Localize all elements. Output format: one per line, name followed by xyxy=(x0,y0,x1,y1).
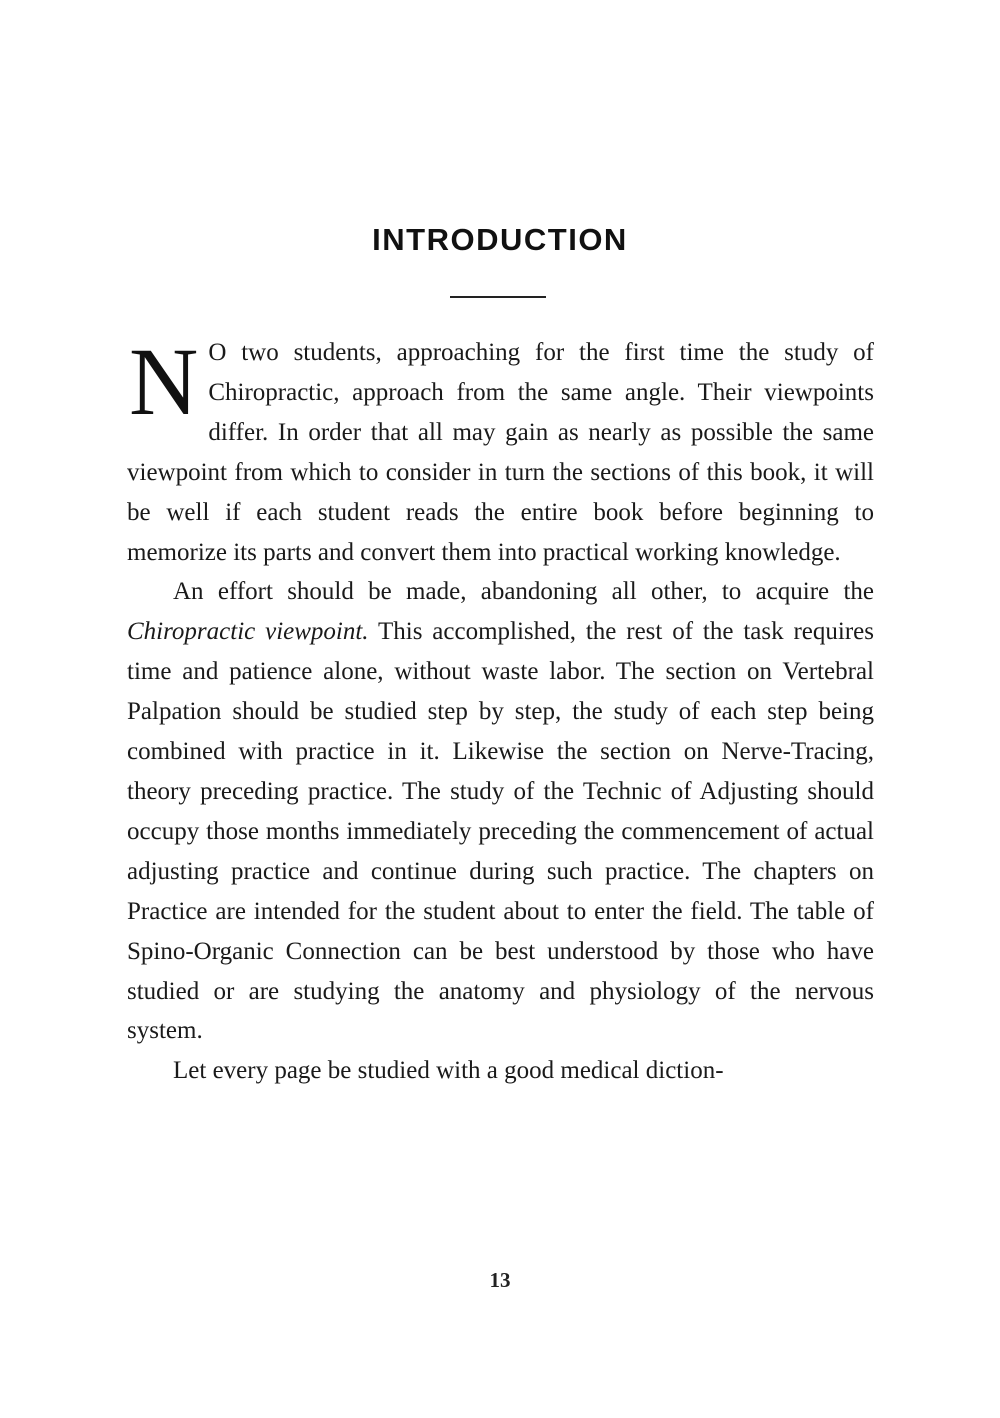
paragraph-1 xyxy=(127,328,874,572)
paragraph-2 xyxy=(127,572,874,1051)
paragraph-2-text-before: An effort should be made, abandoning all other, to acquire the xyxy=(173,578,874,606)
paragraph-2-text-after: This accomplished, the rest of the task requires time and patience alone, without waste labor. The section on Vertebral Palpation should be studied step by step, the study of each step being combined with practice in it. Likewise the section on Nerve-Tracing, theory preceding practice. The study of the Technic of Adjusting should occupy those months immediately preceding the commencement of actual adjusting practice and continue during such practice. The chapters on Practice are intended for the student about to enter the field. The table of Spino-Organic Connection can be best understood by those who have studied or are studying the anatomy and physiology of the nervous system. xyxy=(127,618,874,1045)
title-divider-rule xyxy=(450,296,546,298)
drop-cap-letter: N xyxy=(129,328,199,435)
paragraph-1-text: O two students, approaching for the first time the study of Chiropractic, approach from the same angle. Their viewpoints differ. In order that all may gain as nearly as possible the same viewpoint from which to consider in turn the sections of this book, it will be well if each student reads the entire book before beginning to memorize its parts and convert them into practical working knowledge. xyxy=(127,339,874,566)
chapter-title: INTRODUCTION xyxy=(372,222,628,257)
paragraph-3 xyxy=(127,1051,874,1091)
chapter-body xyxy=(127,328,874,1091)
paragraph-2-emphasis: Chiropractic viewpoint. xyxy=(127,618,369,646)
page-number: 13 xyxy=(489,1268,511,1292)
paragraph-3-text: Let every page be studied with a good medical diction- xyxy=(173,1057,724,1085)
